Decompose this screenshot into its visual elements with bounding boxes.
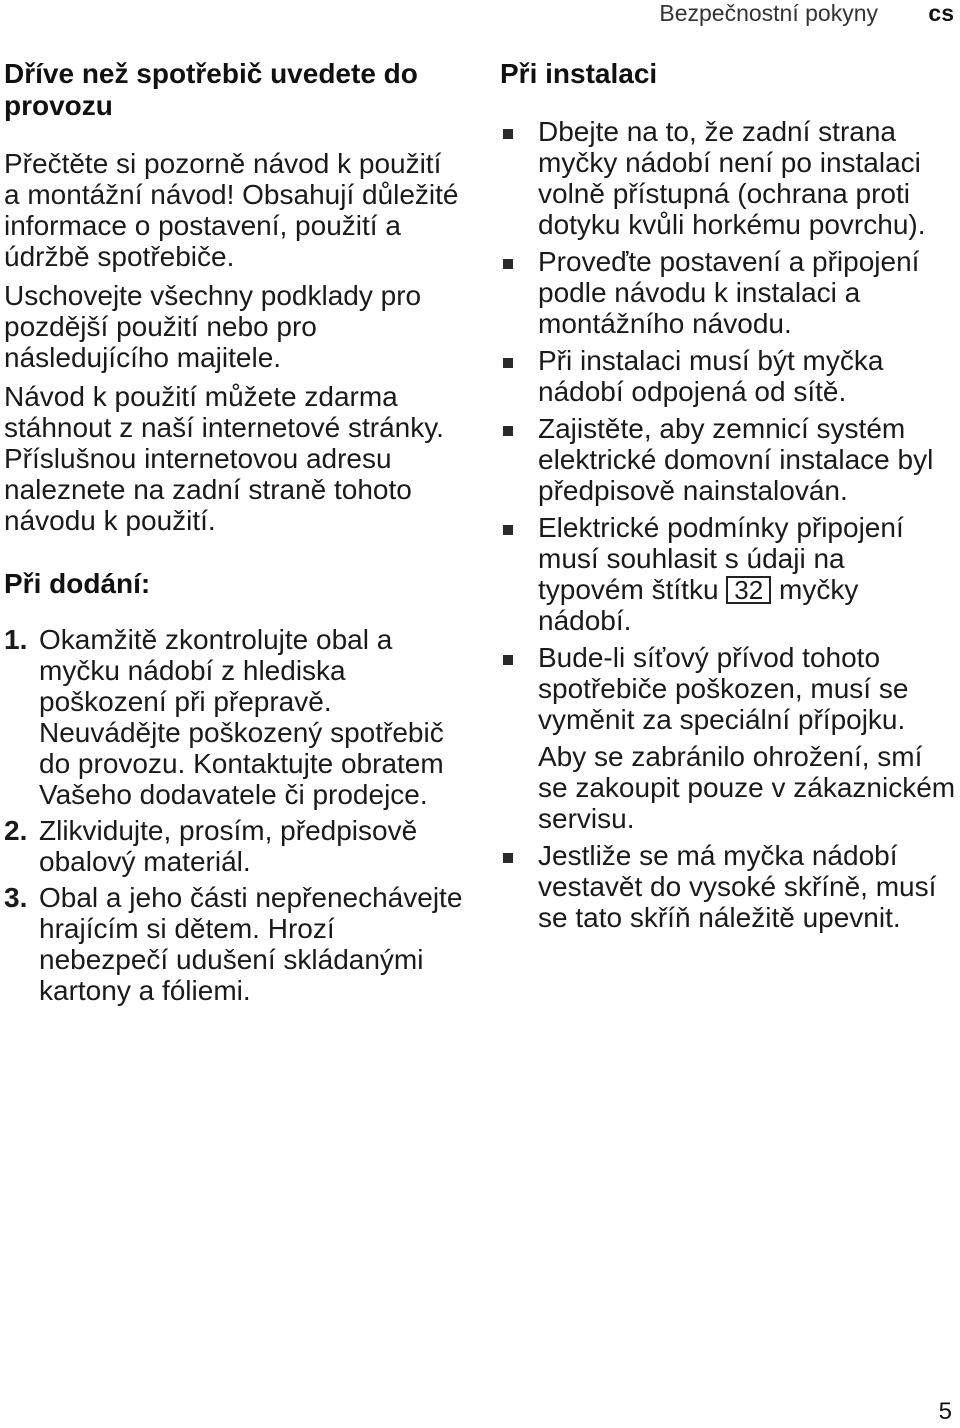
intro-paragraph: Přečtěte si pozorně návod k použití a montážní návod! Obsahují důležité informace o postavení, použití a údržbě spotřebiče. [4,148,459,272]
bullet-text: Proveďte postavení a připojení podle návodu k instalaci a montážního návodu. [538,246,920,339]
header-language-code: cs [928,0,954,26]
step-text: Okamžitě zkontrolujte obal a myčku nádobí z hlediska poškození při přepravě. Neuvádějte poškozený spotřebič do provozu. Kontaktujte obratem Vašeho dodavatele či prodejce. [39,624,444,810]
section-title-before-use: Dříve než spotřebič uvedete do provozu [4,58,418,121]
list-item [500,642,956,735]
header-section-title: Bezpečnostní pokyny [659,0,878,26]
left-column [4,58,464,1011]
list-item [4,815,464,877]
list-item [500,246,956,339]
right-column [500,58,956,939]
list-item [500,345,956,407]
bullet-square-icon [503,655,513,665]
list-item [500,512,956,636]
intro-paragraph: Návod k použití můžete zdarma stáhnout z naší internetové stránky. Příslušnou internetovou adresu naleznete na zadní straně tohoto návodu k použití. [4,381,444,536]
page-number: 5 [938,1398,952,1425]
list-item [4,624,464,810]
step-text: Zlikvidujte, prosím, předpisově obalový materiál. [39,815,418,877]
bullet-square-icon [503,853,513,863]
section-title-delivery: Při dodání: [4,568,151,599]
section-title-installation: Při instalaci [500,58,658,89]
bullet-continuation-text: Aby se zabránilo ohrožení, smí se zakoupit pouze v zákaznickém servisu. [538,741,956,834]
step-number: 2. [4,815,28,846]
bullet-text: Dbejte na to, že zadní strana myčky nádobí není po instalaci volně přístupná (ochrana proti dotyku kvůli horkému povrchu). [538,116,926,240]
list-item [500,840,956,933]
page-header [0,0,960,30]
intro-paragraph: Uschovejte všechny podklady pro pozdější použití nebo pro následujícího majitele. [4,280,422,373]
figure-reference-box: 32 [726,576,771,604]
bullet-square-icon [503,358,513,368]
list-item [500,116,956,240]
bullet-square-icon [503,426,513,436]
delivery-steps-list [4,624,464,1006]
bullet-text: Jestliže se má myčka nádobí vestavět do vysoké skříně, musí se tato skříň náležitě upevnit. [538,840,937,933]
bullet-text: Bude-li síťový přívod tohoto spotřebiče poškozen, musí se vyměnit za speciální přípojku. [538,642,909,735]
step-text: Obal a jeho části nepřenechávejte hrajícím si dětem. Hrozí nebezpečí udušení skládanými kartony a fóliemi. [39,882,463,1006]
list-item [500,413,956,506]
installation-bullets-list [500,840,956,933]
bullet-square-icon [503,259,513,269]
bullet-square-icon [503,525,513,535]
step-number: 1. [4,624,28,655]
bullet-text: Při instalaci musí být myčka nádobí odpojená od sítě. [538,345,884,407]
bullet-text: Elektrické podmínky připojení musí souhlasit s údaji na typovém štítku [538,512,904,605]
step-number: 3. [4,882,28,913]
bullet-text: Zajistěte, aby zemnicí systém elektrické domovní instalace byl předpisově nainstalován. [538,413,934,506]
intro-text [4,148,464,536]
installation-bullets-list [500,116,956,735]
bullet-text: myčky nádobí. [538,574,859,636]
list-item [4,882,464,1006]
bullet-square-icon [503,129,513,139]
